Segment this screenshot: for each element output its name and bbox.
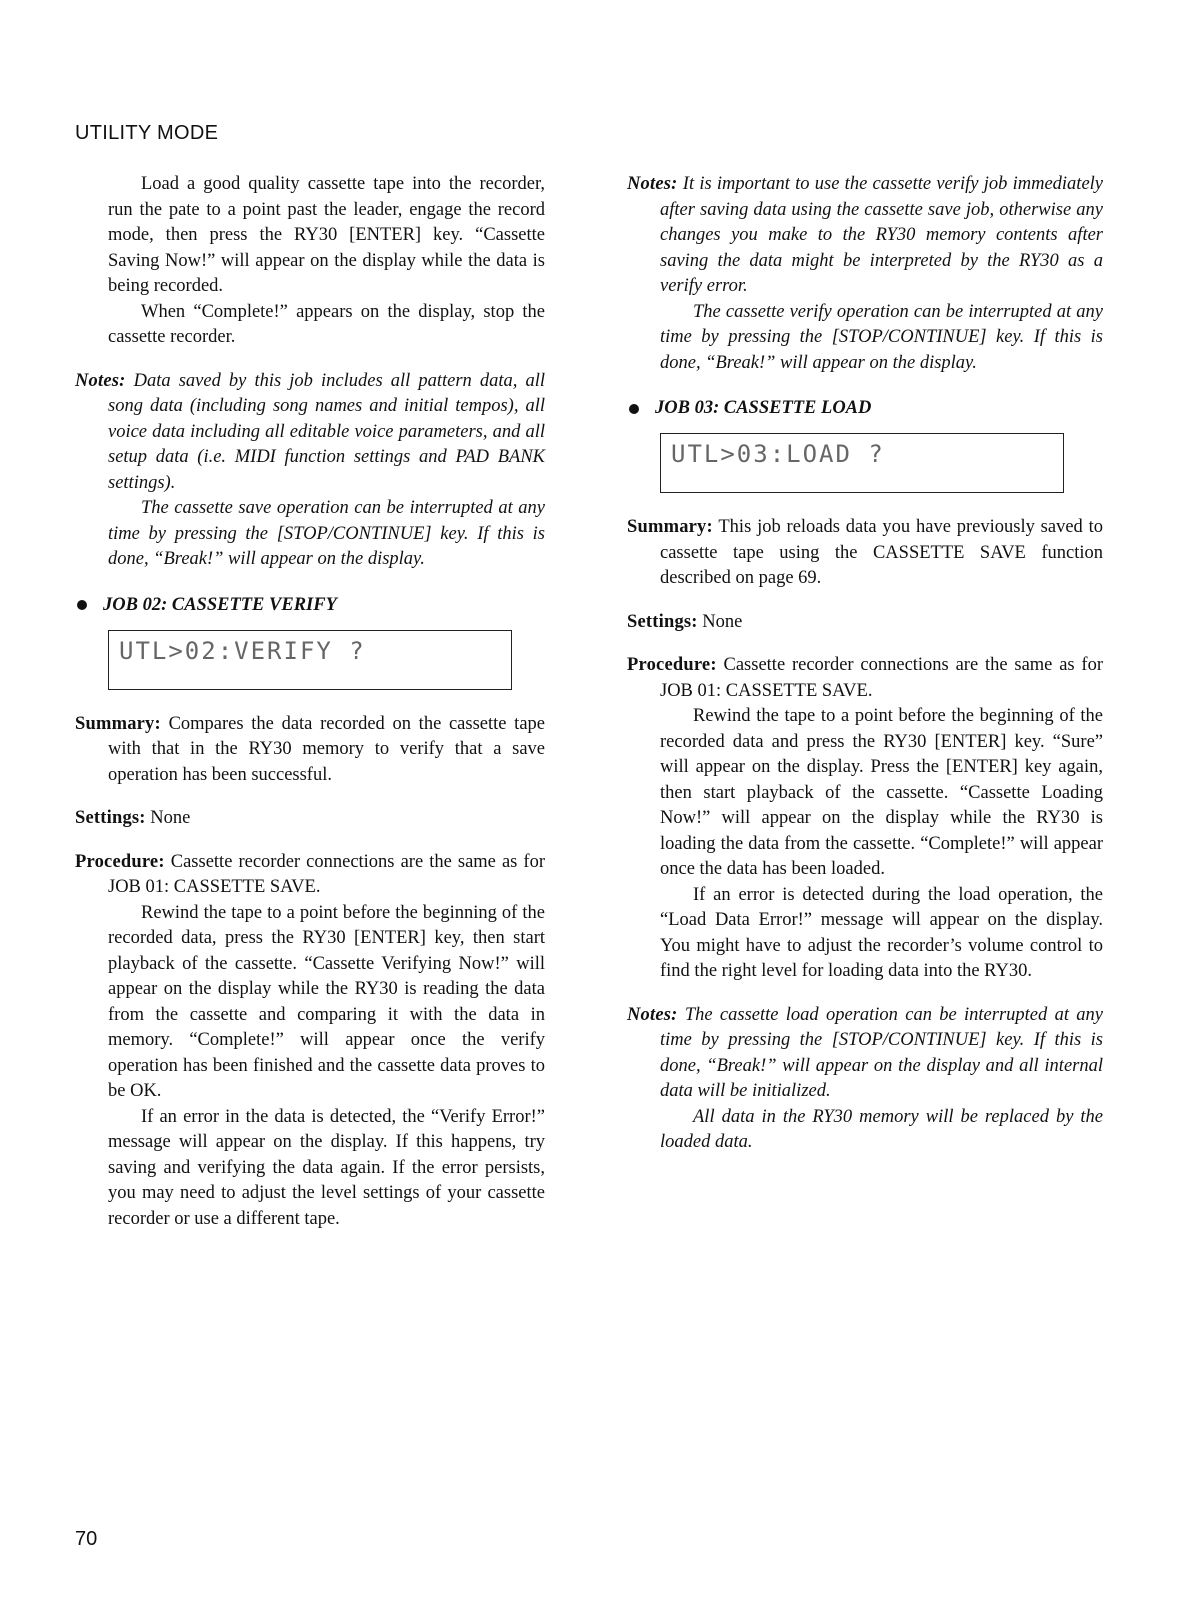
settings-label: Settings:	[627, 611, 698, 632]
procedure-label: Procedure:	[75, 851, 165, 872]
notes-text-2: All data in the RY30 memory will be replaced by the loaded data.	[660, 1106, 1103, 1152]
summary-text: Compares the data recorded on the cassette tape with that in the RY30 memory to verify that a save operation has been successful.	[108, 713, 545, 785]
notes-text-1: It is important to use the cassette verify job immediately after saving data using the cassette save job, otherwise any changes you make to the RY30 memory contents after saving the data might be interpreted by the RY30 as a verify error.	[660, 174, 1104, 296]
section-header: UTILITY MODE	[75, 122, 219, 144]
notes-block	[75, 369, 545, 573]
left-column	[75, 172, 545, 1250]
settings-text: None	[150, 808, 191, 828]
notes-label: Notes:	[627, 1004, 678, 1025]
job-02-title-text: JOB 02: CASSETTE VERIFY	[103, 594, 337, 615]
lcd-display-verify	[108, 630, 512, 690]
settings-label: Settings:	[75, 808, 146, 828]
job-03-title-text: JOB 03: CASSETTE LOAD	[655, 398, 872, 418]
job-02-title	[75, 595, 545, 616]
procedure-text-1: Cassette recorder connections are the same as for JOB 01: CASSETTE SAVE.	[660, 655, 1103, 701]
intro-paragraph-2: When “Complete!” appears on the display, stop the cassette recorder.	[108, 301, 545, 347]
lcd-display-load	[660, 433, 1064, 493]
procedure-block	[75, 850, 545, 1233]
lcd-text: UTL>02:VERIFY ?	[119, 636, 366, 665]
bullet-icon	[629, 404, 639, 414]
notes-text-2: The cassette save operation can be interrupted at any time by pressing the [STOP/CONTINUE] key. If this is done, “Break!” will appear on the display.	[108, 498, 545, 569]
settings-block	[627, 610, 1103, 636]
right-column	[627, 172, 1103, 1174]
notes-block-2	[627, 1003, 1103, 1156]
summary-block	[627, 515, 1103, 592]
notes-label: Notes:	[75, 370, 126, 391]
notes-text-1: Data saved by this job includes all pattern data, all song data (including song names and initial tempos), all voice data including all editable voice parameters, and all setup data (i.e. MIDI function settings and PAD BANK settings).	[108, 370, 546, 493]
procedure-text-1: Cassette recorder connections are the same as for JOB 01: CASSETTE SAVE.	[108, 851, 545, 897]
job-03-title	[627, 398, 1103, 419]
procedure-text-2: Rewind the tape to a point before the beginning of the recorded data, press the RY30 [ENTER] key, then start playback of the cassette. “Cassette Verifying Now!” will appear on the display while the RY30 is reading the data from the cassette and comparing it with the data in memory. “Complete!” will appear once the verify operation has been finished and the cassette data proves to be OK.	[108, 902, 545, 1101]
intro-block	[75, 172, 545, 351]
summary-label: Summary:	[627, 517, 713, 537]
settings-block	[75, 806, 545, 832]
notes-label: Notes:	[627, 174, 678, 194]
procedure-label: Procedure:	[627, 655, 717, 675]
notes-text-2: The cassette verify operation can be interrupted at any time by pressing the [STOP/CONTINUE] key. If this is done, “Break!” will appear on the display.	[660, 301, 1103, 373]
notes-block	[627, 172, 1103, 376]
notes-text-1: The cassette load operation can be interrupted at any time by pressing the [STOP/CONTINUE] key. If this is done, “Break!” will appear on the display and all internal data will be initialized.	[660, 1004, 1103, 1101]
bullet-icon	[77, 600, 87, 610]
summary-label: Summary:	[75, 713, 161, 734]
procedure-block	[627, 653, 1103, 985]
procedure-text-3: If an error is detected during the load operation, the “Load Data Error!” message will appear on the display. You might have to adjust the recorder’s volume control to find the right level for loading data into the RY30.	[660, 884, 1103, 981]
summary-block	[75, 712, 545, 789]
page-number: 70	[75, 1528, 98, 1550]
summary-text: This job reloads data you have previously saved to cassette tape using the CASSETTE SAVE function described on page 69.	[660, 517, 1103, 588]
settings-text: None	[702, 611, 743, 632]
intro-paragraph-1: Load a good quality cassette tape into the recorder, run the pate to a point past the leader, engage the record mode, then press the RY30 [ENTER] key. “Cassette Saving Now!” will appear on the display while the data is being recorded.	[108, 174, 545, 296]
lcd-text: UTL>03:LOAD ?	[671, 440, 885, 468]
procedure-text-2: Rewind the tape to a point before the beginning of the recorded data and press the RY30 [ENTER] key. “Sure” will appear on the display. Press the [ENTER] key again, then start playback of the cassette. “Cassette Loading Now!” will appear on the display while the RY30 is loading the data from the cassette. “Complete!” will appear once the data has been loaded.	[660, 706, 1103, 879]
procedure-text-3: If an error in the data is detected, the “Verify Error!” message will appear on the display. If this happens, try saving and verifying the data again. If the error persists, you may need to adjust the level settings of your cassette recorder or use a different tape.	[108, 1106, 545, 1229]
